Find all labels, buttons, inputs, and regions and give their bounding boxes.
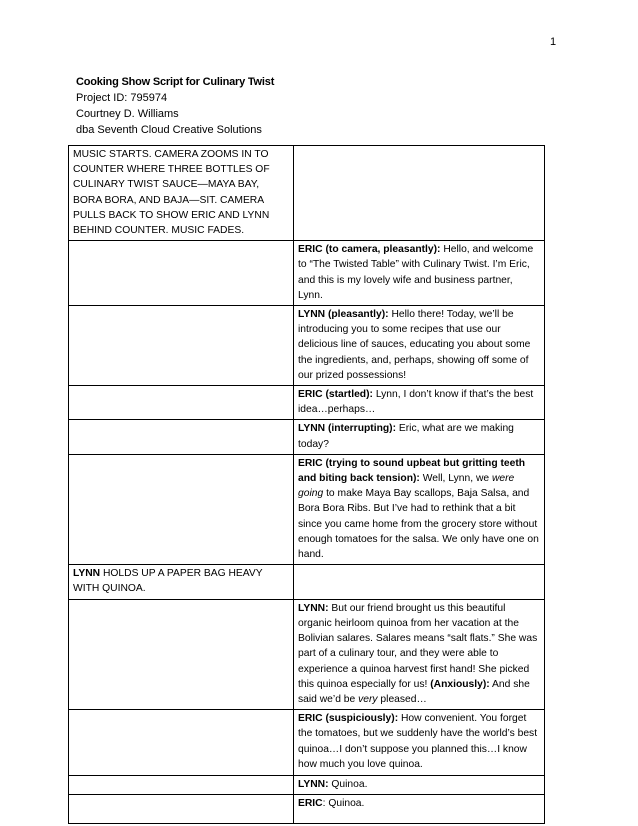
emphasis-text: very: [358, 693, 378, 705]
script-row: [69, 241, 545, 306]
speaker-label: ERIC: [298, 798, 323, 810]
script-row: [69, 454, 545, 564]
dialogue-text: How convenient. You forget the tomatoes, but we suddenly have the world’s best quinoa…I don’t suppose you planned this…I know how much you love quinoa.: [298, 713, 538, 770]
dialogue-cell: [294, 306, 545, 386]
emphasis-text: were going: [298, 473, 515, 500]
stage-direction-cell: [69, 306, 294, 386]
dialogue-text: But our friend brought us this beautiful organic heirloom quinoa from her vacation at the Bolivian salares. Salares means “salt flats.” She was part of a culinary tour, and they were able to experience a quinoa harvest first hand! She picked this quinoa especially for us!: [298, 602, 538, 690]
script-row: [69, 420, 545, 454]
dialogue-text: Hello, and welcome to “The Twisted Table” with Culinary Twist. I’m Eric, and this is my lovely wife and business partner, Lynn.: [298, 244, 534, 301]
script-row: [69, 146, 545, 241]
script-row: [69, 565, 545, 599]
dialogue-cell: [294, 454, 545, 564]
direction-text: HOLDS UP A PAPER BAG HEAVY WITH QUINOA.: [73, 568, 263, 595]
dialogue-text: pleased…: [377, 693, 427, 705]
stage-direction-cell: [69, 241, 294, 306]
speaker-label: LYNN:: [298, 779, 329, 791]
dialogue-text: : Quinoa.: [322, 798, 365, 810]
speaker-label: LYNN (pleasantly):: [298, 309, 389, 321]
dialogue-cell: [294, 565, 545, 599]
speaker-label: ERIC (trying to sound upbeat but gritting teeth and biting back tension):: [298, 457, 526, 485]
script-row: [69, 386, 545, 420]
script-table: [68, 145, 545, 824]
dialogue-text: Hello there! Today, we’ll be introducing you to some recipes that use our delicious line of sauces, educating you about some the ingredients, and, perhaps, showing off some of our prized possessions!: [298, 309, 531, 381]
dialogue-text: to make Maya Bay scallops, Baja Salsa, and Bora Bora Ribs. But I’ve had to rethink that a bit since you came home from the grocery store without enough tomatoes for the salsa. We only have one on hand.: [298, 488, 539, 561]
stage-direction-cell: [69, 599, 294, 709]
script-row: [69, 776, 545, 795]
dialogue-text: Eric, what are we making today?: [298, 423, 514, 450]
stage-direction-cell: [69, 565, 294, 599]
dialogue-text: Lynn, I don’t know if that’s the best idea…perhaps…: [298, 389, 534, 416]
dialogue-cell: [294, 420, 545, 454]
dialogue-cell: [294, 599, 545, 709]
script-row: [69, 306, 545, 386]
document-header: [76, 74, 274, 138]
speaker-label: LYNN (interrupting):: [298, 423, 397, 435]
dialogue-cell: [294, 776, 545, 795]
dialogue-cell: [294, 386, 545, 420]
dialogue-text: And she said we’d be: [298, 678, 530, 705]
stage-direction-cell: MUSIC STARTS. CAMERA ZOOMS IN TO COUNTER WHERE THREE BOTTLES OF CULINARY TWIST SAUCE—MAYA BAY, BORA BORA, AND BAJA—SIT. CAMERA PULLS BACK TO SHOW ERIC AND LYNN BEHIND COUNTER. MUSIC FADES.: [69, 146, 294, 241]
dialogue-cell: [294, 146, 545, 241]
stage-direction-cell: [69, 386, 294, 420]
speaker-label: ERIC (suspiciously):: [298, 713, 399, 725]
script-row: [69, 599, 545, 709]
dialogue-cell: [294, 795, 545, 824]
stage-direction-cell: [69, 776, 294, 795]
dialogue-cell: [294, 241, 545, 306]
stage-direction-cell: [69, 454, 294, 564]
speaker-label: LYNN:: [298, 602, 329, 614]
project-id: Project ID: 795974: [76, 92, 168, 104]
dialogue-cell: [294, 710, 545, 776]
stage-direction-cell: [69, 795, 294, 824]
stage-direction-cell: [69, 420, 294, 454]
company-name: dba Seventh Cloud Creative Solutions: [76, 124, 262, 136]
page-number: 1: [550, 36, 557, 48]
author-name: Courtney D. Williams: [76, 108, 179, 120]
speaker-label: ERIC (startled):: [298, 389, 373, 401]
script-row: [69, 710, 545, 776]
speaker-label: ERIC (to camera, pleasantly):: [298, 244, 441, 256]
dialogue-text: Quinoa.: [328, 779, 368, 791]
stage-direction-cell: [69, 710, 294, 776]
dialogue-text: Well, Lynn, we: [419, 473, 492, 485]
direction-speaker: LYNN: [73, 568, 101, 580]
tone-note: (Anxiously):: [430, 678, 490, 690]
script-row: [69, 795, 545, 824]
document-title: Cooking Show Script for Culinary Twist: [76, 76, 275, 88]
